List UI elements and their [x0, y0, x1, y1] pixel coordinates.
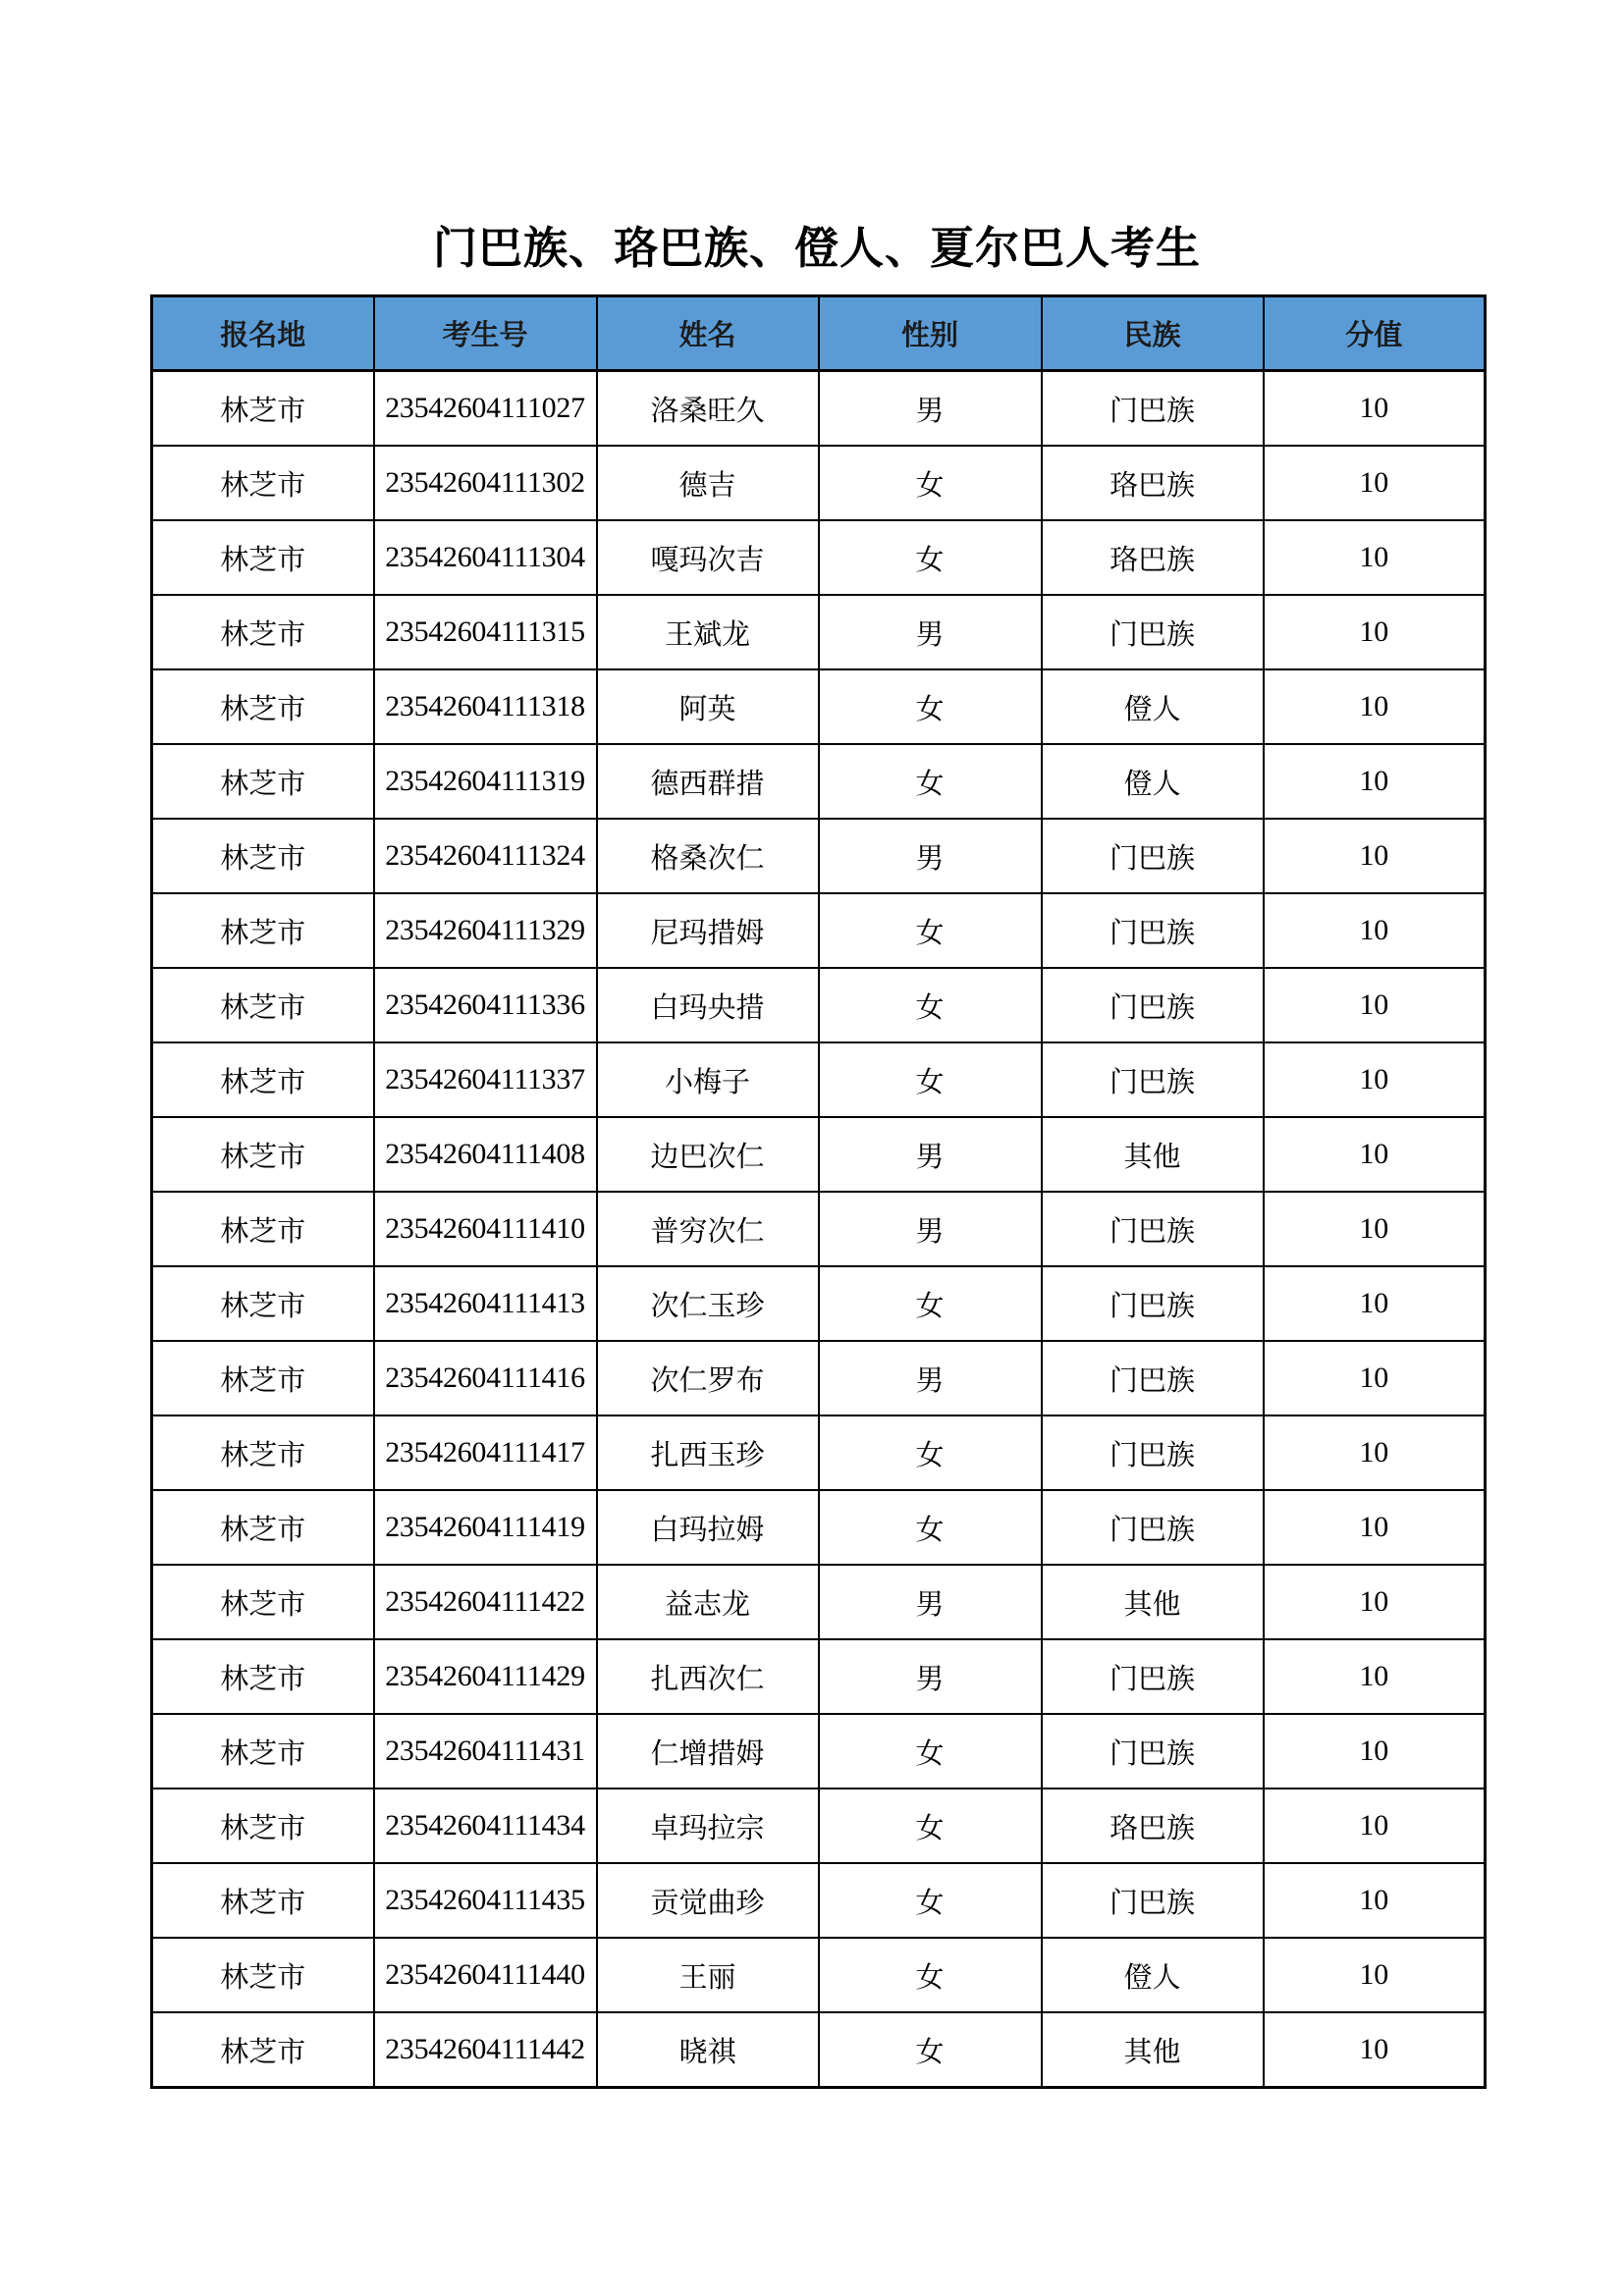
candidate-name-cell: 白玛央措 [597, 968, 819, 1042]
candidate-name-cell: 普穷次仁 [597, 1192, 819, 1266]
score-cell: 10 [1264, 1415, 1486, 1490]
exam-number-cell: 23542604111027 [374, 371, 597, 447]
candidate-name-cell: 卓玛拉宗 [597, 1789, 819, 1863]
registration-place-cell: 林芝市 [152, 1789, 374, 1863]
table-row [152, 819, 1486, 893]
ethnicity-cell: 门巴族 [1042, 1490, 1264, 1565]
registration-place-cell: 林芝市 [152, 1341, 374, 1415]
score-cell: 10 [1264, 1565, 1486, 1639]
table-row [152, 669, 1486, 744]
table-row [152, 1192, 1486, 1266]
gender-cell: 男 [819, 595, 1042, 669]
ethnicity-cell: 门巴族 [1042, 1639, 1264, 1714]
table-body [152, 371, 1486, 2088]
exam-number-cell: 23542604111336 [374, 968, 597, 1042]
exam-number-cell: 23542604111434 [374, 1789, 597, 1863]
exam-number-cell: 23542604111319 [374, 744, 597, 819]
table-header-row [152, 296, 1486, 371]
ethnicity-cell: 门巴族 [1042, 1714, 1264, 1789]
table-row [152, 371, 1486, 447]
registration-place-cell: 林芝市 [152, 446, 374, 520]
ethnicity-cell: 门巴族 [1042, 1415, 1264, 1490]
score-cell: 10 [1264, 968, 1486, 1042]
score-cell: 10 [1264, 1714, 1486, 1789]
table-row [152, 2012, 1486, 2088]
registration-place-cell: 林芝市 [152, 1192, 374, 1266]
registration-place-cell: 林芝市 [152, 1117, 374, 1192]
candidate-name-cell: 王丽 [597, 1938, 819, 2012]
registration-place-cell: 林芝市 [152, 1938, 374, 2012]
score-cell: 10 [1264, 2012, 1486, 2088]
ethnicity-cell: 僜人 [1042, 669, 1264, 744]
table-row [152, 1490, 1486, 1565]
candidate-name-cell: 扎西次仁 [597, 1639, 819, 1714]
exam-number-cell: 23542604111429 [374, 1639, 597, 1714]
table-row [152, 1789, 1486, 1863]
table-row [152, 1714, 1486, 1789]
exam-number-cell: 23542604111431 [374, 1714, 597, 1789]
column-header-score: 分值 [1264, 296, 1486, 371]
table-row [152, 595, 1486, 669]
registration-place-cell: 林芝市 [152, 669, 374, 744]
gender-cell: 女 [819, 893, 1042, 968]
registration-place-cell: 林芝市 [152, 744, 374, 819]
score-cell: 10 [1264, 1789, 1486, 1863]
exam-number-cell: 23542604111442 [374, 2012, 597, 2088]
ethnicity-cell: 珞巴族 [1042, 520, 1264, 595]
exam-number-cell: 23542604111337 [374, 1042, 597, 1117]
ethnicity-cell: 门巴族 [1042, 371, 1264, 447]
gender-cell: 女 [819, 968, 1042, 1042]
table-row [152, 744, 1486, 819]
gender-cell: 女 [819, 1938, 1042, 2012]
column-header-ethnicity: 民族 [1042, 296, 1264, 371]
column-header-exam-number: 考生号 [374, 296, 597, 371]
ethnicity-cell: 门巴族 [1042, 1863, 1264, 1938]
ethnicity-cell: 门巴族 [1042, 1042, 1264, 1117]
registration-place-cell: 林芝市 [152, 819, 374, 893]
score-cell: 10 [1264, 1639, 1486, 1714]
gender-cell: 女 [819, 2012, 1042, 2088]
table-row [152, 1042, 1486, 1117]
registration-place-cell: 林芝市 [152, 595, 374, 669]
gender-cell: 女 [819, 1863, 1042, 1938]
ethnicity-cell: 其他 [1042, 2012, 1264, 2088]
page-title: 门巴族、珞巴族、僜人、夏尔巴人考生 [432, 222, 1201, 274]
table-row [152, 1863, 1486, 1938]
candidate-name-cell: 边巴次仁 [597, 1117, 819, 1192]
score-cell: 10 [1264, 819, 1486, 893]
gender-cell: 男 [819, 1341, 1042, 1415]
ethnicity-cell: 门巴族 [1042, 893, 1264, 968]
ethnicity-cell: 门巴族 [1042, 1341, 1264, 1415]
score-cell: 10 [1264, 1490, 1486, 1565]
candidate-name-cell: 德吉 [597, 446, 819, 520]
registration-place-cell: 林芝市 [152, 893, 374, 968]
gender-cell: 女 [819, 1789, 1042, 1863]
candidate-table [150, 294, 1487, 2089]
exam-number-cell: 23542604111419 [374, 1490, 597, 1565]
exam-number-cell: 23542604111416 [374, 1341, 597, 1415]
registration-place-cell: 林芝市 [152, 1042, 374, 1117]
table-row [152, 520, 1486, 595]
gender-cell: 男 [819, 1117, 1042, 1192]
gender-cell: 女 [819, 1490, 1042, 1565]
gender-cell: 男 [819, 1192, 1042, 1266]
exam-number-cell: 23542604111408 [374, 1117, 597, 1192]
column-header-name: 姓名 [597, 296, 819, 371]
score-cell: 10 [1264, 893, 1486, 968]
gender-cell: 女 [819, 1415, 1042, 1490]
ethnicity-cell: 门巴族 [1042, 1192, 1264, 1266]
table-row [152, 968, 1486, 1042]
gender-cell: 男 [819, 1639, 1042, 1714]
registration-place-cell: 林芝市 [152, 1714, 374, 1789]
ethnicity-cell: 门巴族 [1042, 595, 1264, 669]
candidate-name-cell: 益志龙 [597, 1565, 819, 1639]
registration-place-cell: 林芝市 [152, 520, 374, 595]
ethnicity-cell: 其他 [1042, 1117, 1264, 1192]
gender-cell: 女 [819, 1266, 1042, 1341]
score-cell: 10 [1264, 1266, 1486, 1341]
table-row [152, 1415, 1486, 1490]
column-header-registration-place: 报名地 [152, 296, 374, 371]
table-row [152, 1341, 1486, 1415]
gender-cell: 男 [819, 1565, 1042, 1639]
candidate-name-cell: 贡觉曲珍 [597, 1863, 819, 1938]
registration-place-cell: 林芝市 [152, 1565, 374, 1639]
candidate-name-cell: 德西群措 [597, 744, 819, 819]
exam-number-cell: 23542604111435 [374, 1863, 597, 1938]
gender-cell: 女 [819, 669, 1042, 744]
score-cell: 10 [1264, 520, 1486, 595]
ethnicity-cell: 门巴族 [1042, 968, 1264, 1042]
exam-number-cell: 23542604111302 [374, 446, 597, 520]
registration-place-cell: 林芝市 [152, 1639, 374, 1714]
candidate-name-cell: 小梅子 [597, 1042, 819, 1117]
exam-number-cell: 23542604111417 [374, 1415, 597, 1490]
gender-cell: 男 [819, 819, 1042, 893]
table-row [152, 446, 1486, 520]
gender-cell: 女 [819, 520, 1042, 595]
gender-cell: 女 [819, 1042, 1042, 1117]
column-header-gender: 性别 [819, 296, 1042, 371]
gender-cell: 女 [819, 446, 1042, 520]
candidate-name-cell: 仁增措姆 [597, 1714, 819, 1789]
candidate-name-cell: 次仁玉珍 [597, 1266, 819, 1341]
candidate-name-cell: 洛桑旺久 [597, 371, 819, 447]
ethnicity-cell: 僜人 [1042, 744, 1264, 819]
table-row [152, 1266, 1486, 1341]
candidate-name-cell: 次仁罗布 [597, 1341, 819, 1415]
gender-cell: 男 [819, 371, 1042, 447]
candidate-name-cell: 扎西玉珍 [597, 1415, 819, 1490]
candidate-name-cell: 白玛拉姆 [597, 1490, 819, 1565]
registration-place-cell: 林芝市 [152, 1266, 374, 1341]
exam-number-cell: 23542604111413 [374, 1266, 597, 1341]
exam-number-cell: 23542604111304 [374, 520, 597, 595]
candidate-name-cell: 阿英 [597, 669, 819, 744]
table-row [152, 1565, 1486, 1639]
score-cell: 10 [1264, 446, 1486, 520]
ethnicity-cell: 其他 [1042, 1565, 1264, 1639]
exam-number-cell: 23542604111440 [374, 1938, 597, 2012]
table-row [152, 1639, 1486, 1714]
score-cell: 10 [1264, 1117, 1486, 1192]
table-row [152, 1117, 1486, 1192]
gender-cell: 女 [819, 1714, 1042, 1789]
score-cell: 10 [1264, 371, 1486, 447]
score-cell: 10 [1264, 1863, 1486, 1938]
ethnicity-cell: 门巴族 [1042, 1266, 1264, 1341]
candidate-name-cell: 格桑次仁 [597, 819, 819, 893]
exam-number-cell: 23542604111315 [374, 595, 597, 669]
exam-number-cell: 23542604111318 [374, 669, 597, 744]
ethnicity-cell: 珞巴族 [1042, 446, 1264, 520]
candidate-name-cell: 晓祺 [597, 2012, 819, 2088]
score-cell: 10 [1264, 1938, 1486, 2012]
candidate-name-cell: 嘎玛次吉 [597, 520, 819, 595]
score-cell: 10 [1264, 669, 1486, 744]
score-cell: 10 [1264, 1192, 1486, 1266]
registration-place-cell: 林芝市 [152, 968, 374, 1042]
exam-number-cell: 23542604111422 [374, 1565, 597, 1639]
score-cell: 10 [1264, 1042, 1486, 1117]
ethnicity-cell: 珞巴族 [1042, 1789, 1264, 1863]
registration-place-cell: 林芝市 [152, 1863, 374, 1938]
exam-number-cell: 23542604111410 [374, 1192, 597, 1266]
table-row [152, 1938, 1486, 2012]
registration-place-cell: 林芝市 [152, 1415, 374, 1490]
ethnicity-cell: 门巴族 [1042, 819, 1264, 893]
candidate-name-cell: 王斌龙 [597, 595, 819, 669]
score-cell: 10 [1264, 744, 1486, 819]
candidate-name-cell: 尼玛措姆 [597, 893, 819, 968]
registration-place-cell: 林芝市 [152, 371, 374, 447]
exam-number-cell: 23542604111329 [374, 893, 597, 968]
score-cell: 10 [1264, 595, 1486, 669]
score-cell: 10 [1264, 1341, 1486, 1415]
registration-place-cell: 林芝市 [152, 1490, 374, 1565]
registration-place-cell: 林芝市 [152, 2012, 374, 2088]
gender-cell: 女 [819, 744, 1042, 819]
exam-number-cell: 23542604111324 [374, 819, 597, 893]
ethnicity-cell: 僜人 [1042, 1938, 1264, 2012]
table-row [152, 893, 1486, 968]
